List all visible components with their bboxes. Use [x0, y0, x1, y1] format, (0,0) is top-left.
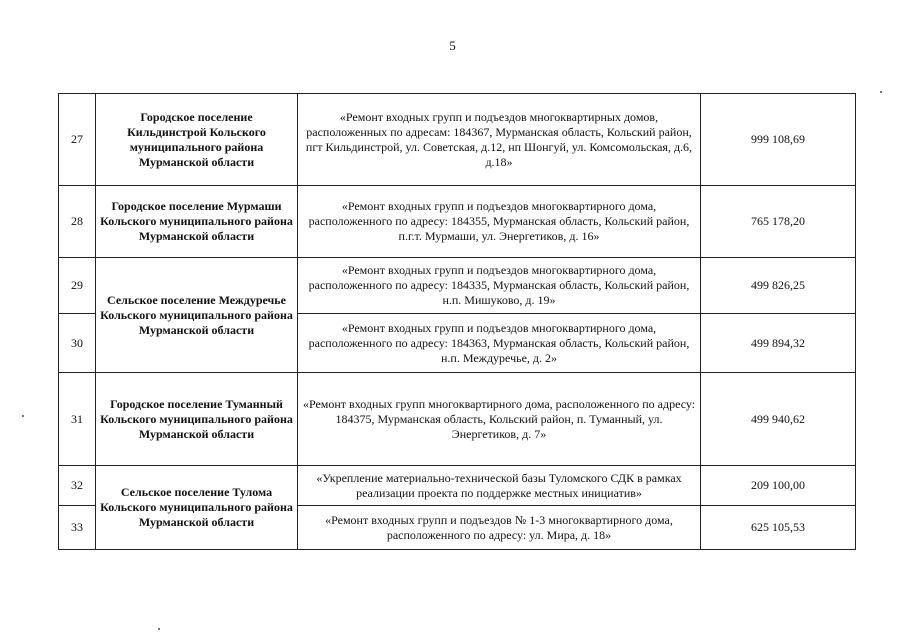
- table-row: [59, 466, 856, 506]
- description-cell: «Ремонт входных групп и подъездов многоквартирного дома, расположенного по адресу: 184355, Мурманская область, Кольский район, п.г.т. Мурмаши, ул. Энергетиков, д. 16»: [298, 186, 701, 258]
- scan-speck: [880, 91, 882, 93]
- description-cell: «Ремонт входных групп и подъездов многоквартирных домов, расположенных по адресам: 184367, Мурманская область, Кольский район, пгт Кильдинстрой, ул. Советская, д.12, нп Шонгуй, ул. Комсомольская, д.6, д.18»: [298, 94, 701, 186]
- amount-cell: 499 940,62: [701, 373, 856, 466]
- organization-cell: Городское поселение Кильдинстрой Кольского муниципального района Мурманской области: [96, 94, 298, 186]
- description-cell: «Ремонт входных групп и подъездов № 1-3 многоквартирного дома, расположенного по адресу: ул. Мира, д. 18»: [298, 506, 701, 550]
- row-number: 33: [59, 506, 96, 550]
- amount-cell: 999 108,69: [701, 94, 856, 186]
- organization-cell: Сельское поселение Междуречье Кольского муниципального района Мурманской области: [96, 258, 298, 373]
- table-row: [59, 373, 856, 466]
- row-number: 31: [59, 373, 96, 466]
- table-row: [59, 186, 856, 258]
- description-cell: «Ремонт входных групп и подъездов многоквартирного дома, расположенного по адресу: 184363, Мурманская область, Кольский район, н.п. Междуречье, д. 2»: [298, 314, 701, 373]
- row-number: 32: [59, 466, 96, 506]
- row-number: 29: [59, 258, 96, 314]
- description-cell: «Ремонт входных групп и подъездов многоквартирного дома, расположенного по адресу: 184335, Мурманская область, Кольский район, н.п. Мишуково, д. 19»: [298, 258, 701, 314]
- row-number: 27: [59, 94, 96, 186]
- page-number: 5: [449, 38, 456, 53]
- organization-cell: Сельское поселение Тулома Кольского муниципального района Мурманской области: [96, 466, 298, 550]
- row-number: 28: [59, 186, 96, 258]
- amount-cell: 499 826,25: [701, 258, 856, 314]
- table-row: [59, 258, 856, 314]
- amount-cell: 209 100,00: [701, 466, 856, 506]
- scan-speck: [22, 415, 24, 417]
- organization-cell: Городское поселение Мурмаши Кольского муниципального района Мурманской области: [96, 186, 298, 258]
- amount-cell: 499 894,32: [701, 314, 856, 373]
- projects-table: [58, 93, 856, 550]
- row-number: 30: [59, 314, 96, 373]
- amount-cell: 765 178,20: [701, 186, 856, 258]
- organization-cell: Городское поселение Туманный Кольского муниципального района Мурманской области: [96, 373, 298, 466]
- description-cell: «Укрепление материально-технической базы Туломского СДК в рамках реализации проекта по поддержке местных инициатив»: [298, 466, 701, 506]
- table-row: [59, 94, 856, 186]
- amount-cell: 625 105,53: [701, 506, 856, 550]
- description-cell: «Ремонт входных групп многоквартирного дома, расположенного по адресу: 184375, Мурманская область, Кольский район, п. Туманный, ул. Энергетиков, д. 7»: [298, 373, 701, 466]
- scan-speck: [158, 628, 160, 630]
